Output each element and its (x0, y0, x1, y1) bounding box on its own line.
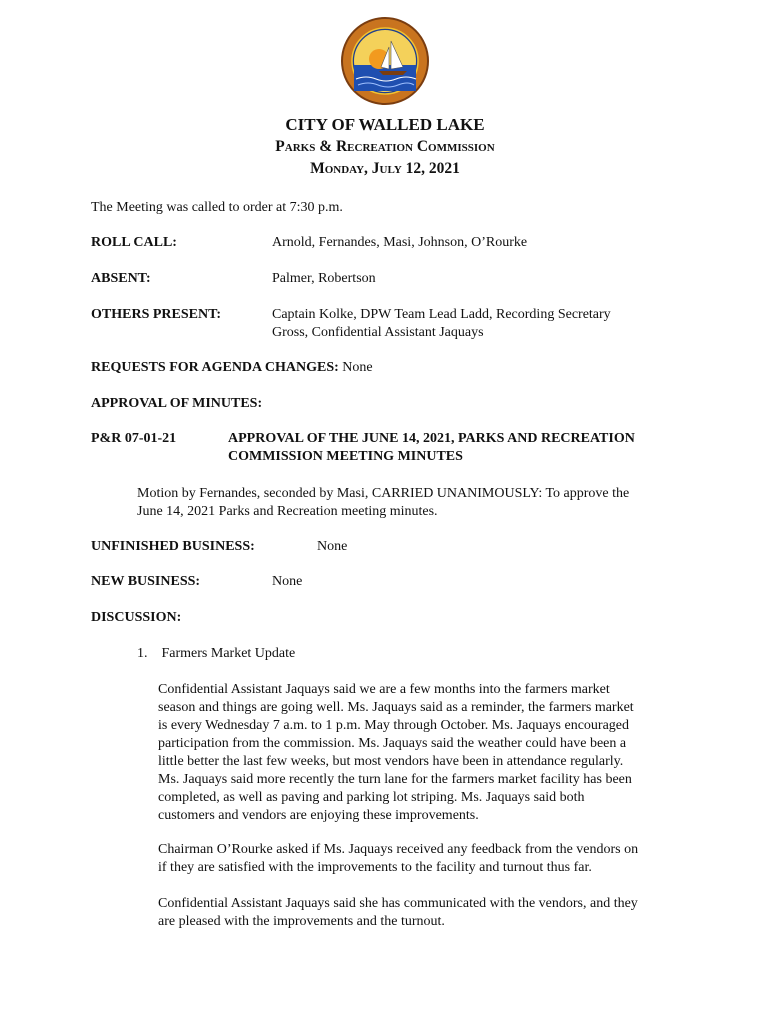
paragraph-line: is every Wednesday 7 a.m. to 1 p.m. May through October. Ms. Jaquays encouraged (158, 718, 630, 733)
paragraph-line: season and things are going well. Ms. Jaquays said as a reminder, the farmers market (158, 700, 634, 715)
unfinished-business-value: None (317, 539, 348, 554)
others-present-line: Gross, Confidential Assistant Jaquays (272, 325, 484, 340)
new-business-label: NEW BUSINESS: (91, 574, 201, 589)
paragraph-line: Ms. Jaquays said more recently the turn lane for the farmers market facility has been (158, 772, 632, 787)
roll-call-value: Arnold, Fernandes, Masi, Johnson, O’Rourke (272, 235, 528, 250)
motion-line: Motion by Fernandes, seconded by Masi, CARRIED UNANIMOUSLY: To approve the (137, 486, 630, 501)
discussion-paragraph-3 (158, 895, 638, 931)
agenda-changes-value: None (342, 360, 373, 375)
agenda-changes-label: REQUESTS FOR AGENDA CHANGES: (91, 360, 339, 375)
document-header (0, 114, 770, 180)
absent-label: ABSENT: (91, 271, 151, 286)
paragraph-line: if they are satisfied with the improvements to the facility and turnout thus far. (158, 860, 592, 875)
discussion-heading: DISCUSSION: (91, 610, 182, 625)
motion-text (137, 485, 629, 521)
approval-item-number: P&R 07-01-21 (91, 431, 177, 446)
paragraph-line: completed, as well as paving and parking lot striping. Ms. Jaquays said both (158, 790, 585, 805)
discussion-paragraph-2 (158, 841, 638, 877)
others-present-label: OTHERS PRESENT: (91, 307, 222, 322)
unfinished-business-label: UNFINISHED BUSINESS: (91, 539, 255, 554)
agenda-changes (91, 359, 373, 377)
paragraph-line: customers and vendors are enjoying these improvements. (158, 808, 479, 823)
paragraph-line: Confidential Assistant Jaquays said we are a few months into the farmers market (158, 682, 610, 697)
motion-line: June 14, 2021 Parks and Recreation meeting minutes. (137, 504, 438, 519)
city-seal-logo (341, 17, 429, 105)
discussion-paragraph-1 (158, 681, 634, 825)
approval-heading: APPROVAL OF MINUTES: (91, 396, 263, 411)
city-title: CITY OF WALLED LAKE (285, 115, 485, 134)
roll-call-label: ROLL CALL: (91, 235, 177, 250)
paragraph-line: Confidential Assistant Jaquays said she has communicated with the vendors, and they (158, 896, 638, 911)
commission-title: Parks & Recreation Commission (275, 138, 495, 155)
meeting-date: Monday, July 12, 2021 (310, 160, 460, 177)
approval-item-title: APPROVAL OF THE JUNE 14, 2021, PARKS AND RECREATION (228, 431, 635, 446)
absent-value: Palmer, Robertson (272, 271, 376, 286)
intro-text: The Meeting was called to order at 7:30 p.m. (91, 200, 343, 215)
paragraph-line: Chairman O’Rourke asked if Ms. Jaquays received any feedback from the vendors on (158, 842, 639, 857)
paragraph-line: are pleased with the improvements and the turnout. (158, 914, 445, 929)
paragraph-line: participation from the commission. Ms. Jaquays said the weather could have been a (158, 736, 627, 751)
approval-item-title: COMMISSION MEETING MINUTES (228, 449, 463, 464)
paragraph-line: little better the last few weeks, but most vendors have been in attendance regularly. (158, 754, 624, 769)
new-business-value: None (272, 574, 303, 589)
discussion-item-1: 1. Farmers Market Update (137, 646, 296, 661)
others-present-line: Captain Kolke, DPW Team Lead Ladd, Recording Secretary (272, 307, 611, 322)
